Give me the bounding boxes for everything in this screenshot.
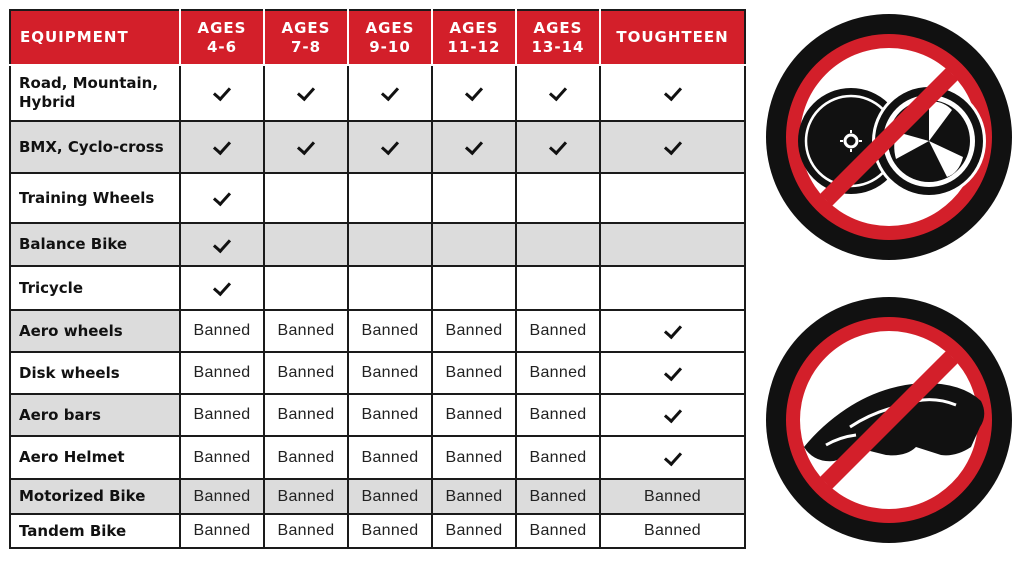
equipment-label	[10, 65, 180, 121]
allowed-cell	[264, 65, 348, 121]
banned-label: Banned	[193, 322, 251, 339]
banned-cell	[180, 310, 264, 352]
banned-label: Banned	[529, 448, 587, 466]
allowed-cell	[600, 65, 745, 121]
header-label: AGES	[365, 18, 415, 37]
header-label: AGES	[533, 18, 583, 37]
banned-cell	[264, 394, 348, 436]
header-label: EQUIPMENT	[20, 28, 129, 46]
checkmark-icon	[663, 363, 681, 382]
equipment-label	[10, 266, 180, 310]
banned-cell	[348, 436, 432, 479]
header-row	[10, 10, 745, 65]
checkmark-icon	[663, 321, 681, 340]
banned-cell	[264, 352, 348, 394]
banned-label: Banned	[445, 406, 503, 423]
banned-label: Banned	[529, 522, 587, 539]
header-label: AGES	[197, 18, 247, 37]
equipment-label	[10, 121, 180, 173]
equipment-label	[10, 310, 180, 352]
allowed-cell	[264, 121, 348, 173]
banned-label: Banned	[644, 487, 701, 505]
banned-cell	[348, 514, 432, 548]
banned-label: Banned	[529, 322, 587, 339]
table-row	[10, 173, 745, 223]
checkmark-icon	[465, 83, 483, 102]
banned-label: Banned	[361, 406, 419, 423]
empty-cell	[600, 266, 745, 310]
checkmark-icon	[663, 405, 681, 424]
header-label: 11-12	[447, 37, 501, 56]
allowed-cell	[180, 121, 264, 173]
banned-label: Banned	[277, 448, 335, 466]
checkmark-icon	[213, 278, 231, 297]
equipment-label-line: Tricycle	[19, 278, 83, 297]
allowed-cell	[600, 352, 745, 394]
banned-cell	[264, 436, 348, 479]
allowed-cell	[348, 65, 432, 121]
banned-label: Banned	[361, 522, 419, 539]
header-equipment	[10, 10, 180, 65]
banned-label: Banned	[361, 448, 419, 466]
banned-cell	[600, 479, 745, 514]
banned-label: Banned	[193, 364, 251, 381]
allowed-cell	[180, 173, 264, 223]
header-toughteen	[600, 10, 745, 65]
equipment-label-line: Motorized Bike	[19, 487, 146, 505]
table-body	[10, 65, 745, 548]
banned-cell	[180, 479, 264, 514]
empty-cell	[348, 173, 432, 223]
table-row	[10, 266, 745, 310]
banned-cell	[432, 514, 516, 548]
banned-cell	[348, 352, 432, 394]
banned-label: Banned	[644, 522, 701, 539]
table-row	[10, 479, 745, 514]
banned-cell	[180, 352, 264, 394]
banned-label: Banned	[277, 322, 335, 339]
allowed-cell	[600, 436, 745, 479]
header-label: TOUGHTEEN	[616, 28, 729, 46]
empty-cell	[516, 266, 600, 310]
allowed-cell	[516, 65, 600, 121]
equipment-label	[10, 173, 180, 223]
banned-cell	[264, 514, 348, 548]
equipment-label	[10, 223, 180, 266]
banned-label: Banned	[193, 522, 251, 539]
equipment-label-line: Balance Bike	[19, 235, 128, 253]
checkmark-icon	[549, 83, 567, 102]
empty-cell	[264, 266, 348, 310]
equipment-label-line: BMX, Cyclo-cross	[19, 137, 164, 156]
allowed-cell	[432, 121, 516, 173]
table-row	[10, 65, 745, 121]
banned-cell	[180, 436, 264, 479]
banned-cell	[516, 436, 600, 479]
banned-label: Banned	[193, 487, 251, 505]
empty-cell	[432, 173, 516, 223]
banned-cell	[432, 310, 516, 352]
allowed-cell	[600, 121, 745, 173]
header-ages-7-8	[264, 10, 348, 65]
empty-cell	[264, 173, 348, 223]
empty-cell	[432, 223, 516, 266]
equipment-table	[9, 9, 746, 549]
table-row	[10, 310, 745, 352]
header-label: AGES	[449, 18, 499, 37]
checkmark-icon	[663, 83, 681, 102]
banned-label: Banned	[277, 487, 335, 505]
banned-cell	[432, 436, 516, 479]
equipment-label-line: Hybrid	[19, 93, 76, 111]
empty-cell	[348, 266, 432, 310]
header-label: 7-8	[290, 37, 322, 56]
equipment-label-line: Tandem Bike	[19, 521, 127, 540]
banned-label: Banned	[529, 406, 587, 423]
table-row	[10, 394, 745, 436]
checkmark-icon	[381, 83, 399, 102]
banned-label: Banned	[445, 487, 503, 505]
allowed-cell	[600, 394, 745, 436]
empty-cell	[600, 173, 745, 223]
banned-cell	[180, 514, 264, 548]
checkmark-icon	[381, 137, 399, 156]
header-label: 9-10	[369, 37, 411, 56]
banned-cell	[516, 310, 600, 352]
empty-cell	[516, 173, 600, 223]
banned-label: Banned	[445, 322, 503, 339]
banned-cell	[516, 352, 600, 394]
equipment-label	[10, 436, 180, 479]
banned-label: Banned	[193, 448, 251, 466]
checkmark-icon	[213, 83, 231, 102]
banned-cell	[348, 479, 432, 514]
no-aero-wheels-icon	[766, 14, 1012, 260]
banned-cell	[264, 479, 348, 514]
allowed-cell	[348, 121, 432, 173]
allowed-cell	[180, 266, 264, 310]
banned-cell	[348, 394, 432, 436]
banned-cell	[516, 479, 600, 514]
empty-cell	[264, 223, 348, 266]
table-row	[10, 436, 745, 479]
equipment-label-line: Disk wheels	[19, 363, 120, 382]
table-row	[10, 223, 745, 266]
checkmark-icon	[297, 137, 315, 156]
table-row	[10, 514, 745, 548]
equipment-label-line: Training Wheels	[19, 188, 155, 207]
checkmark-icon	[663, 137, 681, 156]
banned-cell	[600, 514, 745, 548]
banned-label: Banned	[529, 364, 587, 381]
header-label: AGES	[281, 18, 331, 37]
allowed-cell	[180, 65, 264, 121]
banned-label: Banned	[445, 522, 503, 539]
allowed-cell	[180, 223, 264, 266]
banned-label: Banned	[361, 322, 419, 339]
banned-label: Banned	[277, 406, 335, 423]
table-row	[10, 352, 745, 394]
banned-cell	[432, 394, 516, 436]
header-ages-13-14	[516, 10, 600, 65]
checkmark-icon	[297, 83, 315, 102]
header-ages-9-10	[348, 10, 432, 65]
banned-label: Banned	[193, 406, 251, 423]
allowed-cell	[600, 310, 745, 352]
header-label: 13-14	[531, 37, 585, 56]
banned-cell	[180, 394, 264, 436]
banned-cell	[348, 310, 432, 352]
equipment-label	[10, 394, 180, 436]
equipment-label-line: Aero bars	[19, 405, 101, 424]
allowed-cell	[432, 65, 516, 121]
table-row	[10, 121, 745, 173]
banned-label: Banned	[277, 364, 335, 381]
equipment-label	[10, 514, 180, 548]
checkmark-icon	[663, 447, 681, 466]
banned-label: Banned	[445, 448, 503, 466]
equipment-label-line: Road, Mountain,	[19, 74, 159, 92]
equipment-label-line: Aero wheels	[19, 321, 123, 340]
banned-cell	[264, 310, 348, 352]
equipment-label	[10, 352, 180, 394]
banned-label: Banned	[361, 487, 419, 505]
banned-cell	[516, 394, 600, 436]
equipment-label	[10, 479, 180, 514]
header-ages-4-6	[180, 10, 264, 65]
checkmark-icon	[213, 137, 231, 156]
banned-cell	[432, 479, 516, 514]
banned-cell	[516, 514, 600, 548]
banned-label: Banned	[445, 364, 503, 381]
checkmark-icon	[213, 234, 231, 253]
banned-cell	[432, 352, 516, 394]
empty-cell	[348, 223, 432, 266]
equipment-label-line: Aero Helmet	[19, 448, 125, 466]
banned-label: Banned	[277, 522, 335, 539]
header-label: 4-6	[206, 37, 238, 56]
banned-label: Banned	[361, 364, 419, 381]
checkmark-icon	[465, 137, 483, 156]
checkmark-icon	[549, 137, 567, 156]
header-ages-11-12	[432, 10, 516, 65]
no-aero-helmet-icon	[766, 297, 1012, 543]
checkmark-icon	[213, 188, 231, 207]
empty-cell	[516, 223, 600, 266]
allowed-cell	[516, 121, 600, 173]
empty-cell	[600, 223, 745, 266]
banned-label: Banned	[529, 487, 587, 505]
empty-cell	[432, 266, 516, 310]
